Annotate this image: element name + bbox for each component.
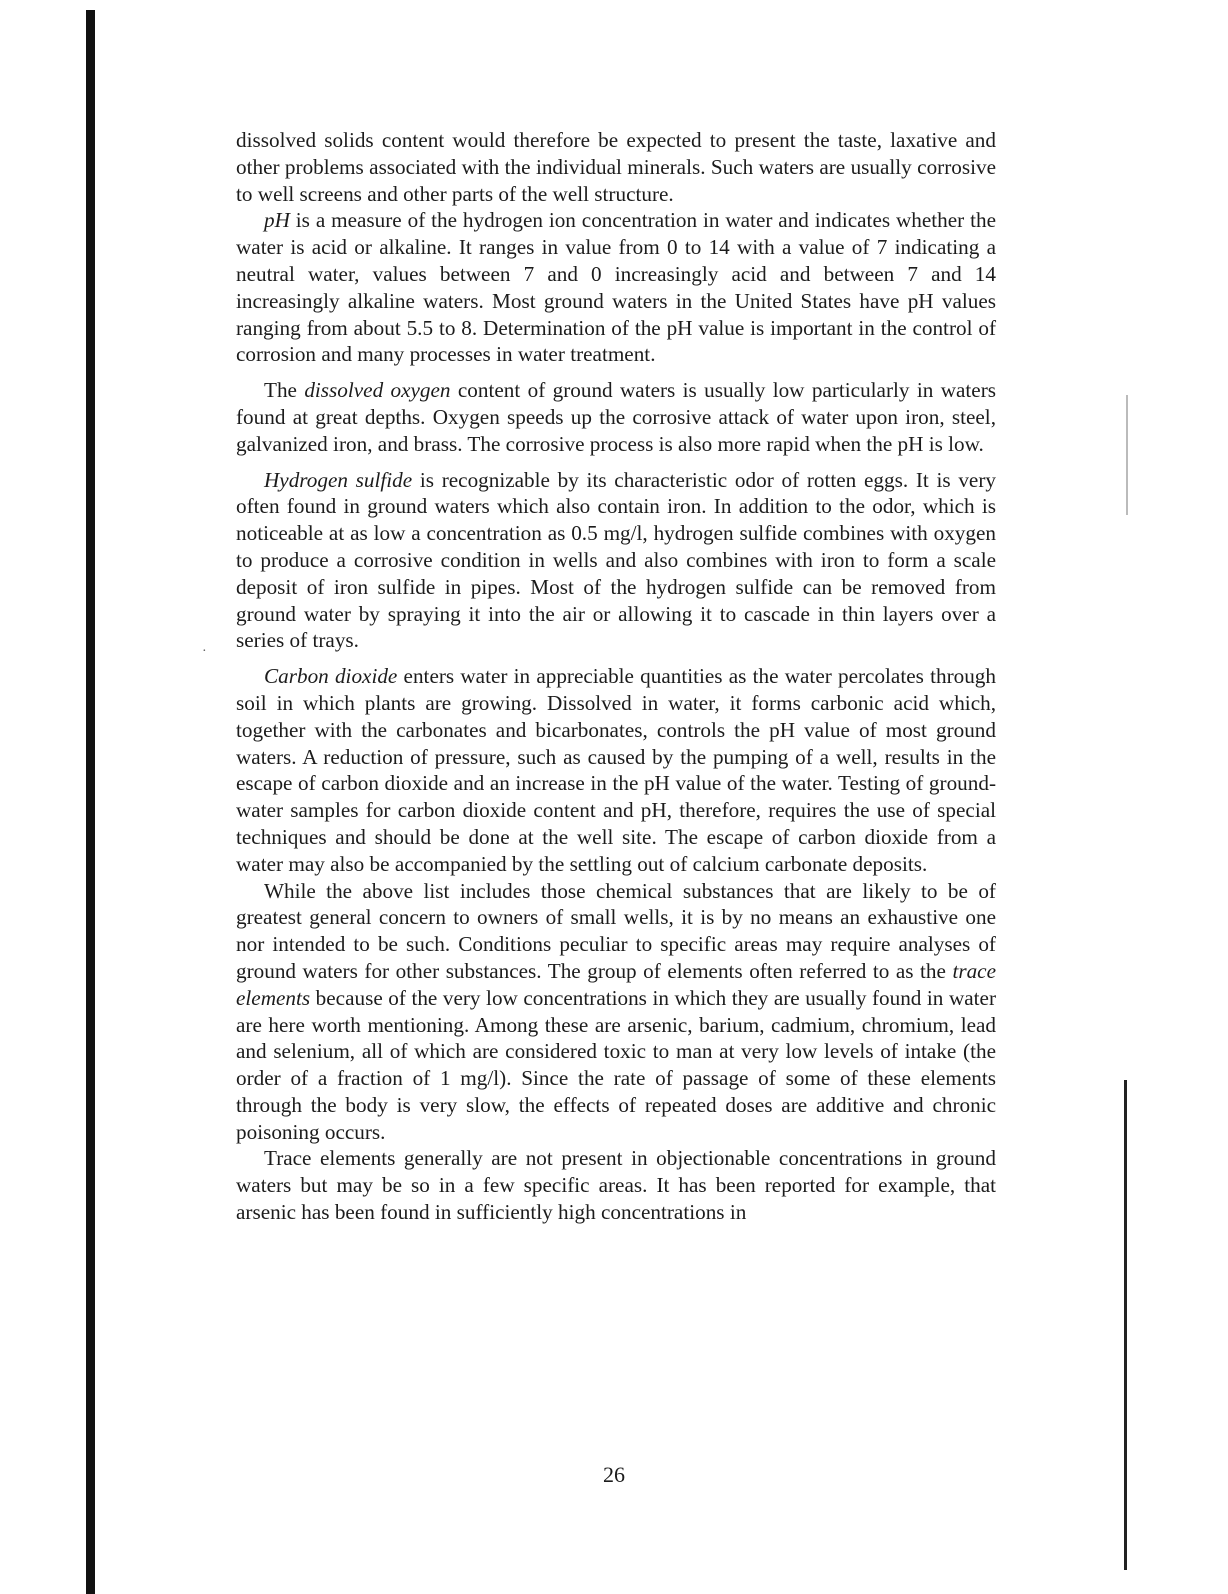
paragraph-text: is recognizable by its characteristic odor of rotten eggs. It is very often found in ground waters which also contain iron. In addition to the odor, which is noticeable at as low a concentration as 0.5 mg/l, hydrogen sulfide combines with oxygen to produce a corrosive condition in wells and also combines with iron to form a scale deposit of iron sulfide in pipes. Most of the hydrogen sulfide can be removed from ground water by spraying it into the air or allowing it to cascade in thin layers over a series of trays. <box>236 467 996 653</box>
paragraph-dissolved-solids <box>236 127 996 207</box>
paragraph-text: dissolved solids content would therefore be expected to present the taste, laxative and other problems associated with the individual minerals. Such waters are usually corrosive to well screens and other parts of the well structure. <box>236 128 996 206</box>
term-ph: pH <box>264 208 290 233</box>
page-body <box>236 127 996 1226</box>
term-dissolved-oxygen: dissolved oxygen <box>304 378 451 403</box>
paragraph-text: Trace elements generally are not present in objectionable concentrations in ground waters but may be so in a few specific areas. It has been reported for example, that arsenic has been found in sufficiently high concentrations in <box>236 1146 996 1225</box>
paragraph-text-before: While the above list includes those chemical substances that are likely to be of greatest general concern to owners of small wells, it is by no means an exhaustive one nor intended to be such. Conditions peculiar to specific areas may require analyses of ground waters for other substances. The group of elements often referred to as the <box>236 878 996 983</box>
paragraph-carbon-dioxide <box>236 663 996 877</box>
scan-edge-right-top <box>1126 395 1128 515</box>
paragraph-text: because of the very low concentrations in which they are usually found in water are here worth mentioning. Among these are arsenic, barium, cadmium, chromium, lead and selenium, all of which are considered toxic to man at very low levels of intake (the order of a fraction of 1 mg/l). Since the rate of passage of some of these elements through the body is very slow, the effects of repeated doses are additive and chronic poisoning occurs. <box>236 985 996 1144</box>
scan-edge-left <box>86 10 95 1594</box>
paragraph-hydrogen-sulfide <box>236 467 996 655</box>
term-carbon-dioxide: Carbon dioxide <box>264 664 398 689</box>
term-hydrogen-sulfide: Hydrogen sulfide <box>264 467 413 492</box>
paragraph-ph <box>236 207 996 368</box>
term-trace-elements: trace elements <box>236 958 996 1010</box>
scan-speck: · <box>202 644 207 659</box>
scan-edge-right-bottom <box>1124 1080 1127 1570</box>
paragraph-text: is a measure of the hydrogen ion concentration in water and indicates whether the water is acid or alkaline. It ranges in value from 0 to 14 with a value of 7 indicating a neutral water, values between 7 and 0 increasingly acid and between 7 and 14 increasingly alkaline waters. Most ground waters in the United States have pH values ranging from about 5.5 to 8. Determination of the pH value is important in the control of corrosion and many processes in water treatment. <box>236 208 996 367</box>
paragraph-trace-elements-intro <box>236 878 996 1146</box>
paragraph-text: enters water in appreciable quantities as the water percolates through soil in which plants are growing. Dissolved in water, it forms carbonic acid which, together with the carbonates and bicarbonates, controls the pH value of most ground waters. A reduction of pressure, such as caused by the pumping of a well, results in the escape of carbon dioxide and an increase in the pH value of the water. Testing of ground-water samples for carbon dioxide content and pH, therefore, requires the use of special techniques and should be done at the well site. The escape of carbon dioxide from a water may also be accompanied by the settling out of calcium carbonate deposits. <box>236 664 996 876</box>
paragraph-text: content of ground waters is usually low particularly in waters found at great depths. Oxygen speeds up the corrosive attack of water upon iron, steel, galvanized iron, and brass. The corrosive process is also more rapid when the pH is low. <box>236 378 996 456</box>
paragraph-dissolved-oxygen <box>236 377 996 457</box>
page-number: 26 <box>603 1462 625 1487</box>
paragraph-trace-elements-areas <box>236 1145 996 1225</box>
paragraph-text-before: The <box>264 378 305 403</box>
